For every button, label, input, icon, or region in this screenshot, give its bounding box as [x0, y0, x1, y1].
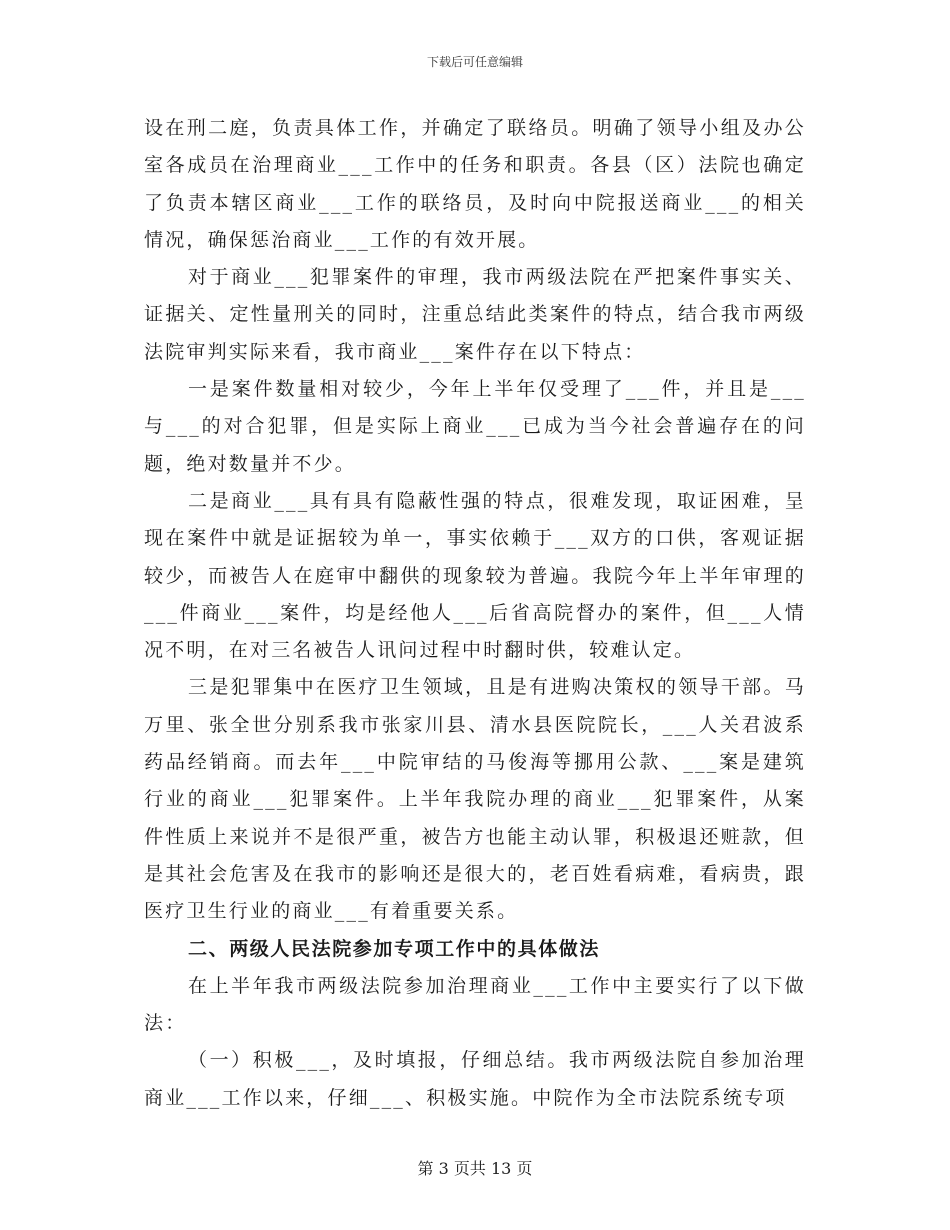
paragraph-point-one: 一是案件数量相对较少，今年上半年仅受理了___件，并且是___与___的对合犯罪，但是实际上商业___已成为当今社会普遍存在的问题，绝对数量并不少。: [144, 378, 806, 475]
section-heading: 二、两级人民法院参加专项工作中的具体做法: [188, 937, 601, 960]
paragraph-point-two: 二是商业___具有具有隐蔽性强的特点，很难发现，取证困难，呈现在案件中就是证据较为单一，事实依赖于___双方的口供，客观证据较少，而被告人在庭审中翻供的现象较为普遍。我院今年上半年审理的___件商业___案件，均是经他人___后省高院督办的案件，但___人情况不明，在对三名被告人讯问过程中时翻时供，较难认定。: [144, 489, 806, 662]
paragraph-continuation: 设在刑二庭，负责具体工作，并确定了联络员。明确了领导小组及办公室各成员在治理商业___工作中的任务和职责。各县（区）法院也确定了负责本辖区商业___工作的联络员，及时向中院报送商业___的相关情况，确保惩治商业___工作的有效开展。: [144, 117, 806, 251]
page-number: 第 3 页共 13 页: [417, 1159, 533, 1178]
document-body: [144, 110, 806, 1117]
paragraph-point-three: 三是犯罪集中在医疗卫生领域，且是有进购决策权的领导干部。马万里、张全世分别系我市张家川县、清水县医院院长，___人关君波系药品经销商。而去年___中院审结的马俊海等挪用公款、___案是建筑行业的商业___犯罪案件。上半年我院办理的商业___犯罪案件，从案件性质上来说并不是很严重，被告方也能主动认罪，积极退还赃款，但是其社会危害及在我市的影响还是很大的，老百姓看病难，看病贵，跟医疗卫生行业的商业___有着重要关系。: [144, 676, 806, 923]
paragraph-case-review: 对于商业___犯罪案件的审理，我市两级法院在严把案件事实关、证据关、定性量刑关的同时，注重总结此类案件的特点，结合我市两级法院审判实际来看，我市商业___案件存在以下特点：: [144, 266, 806, 363]
paragraph-practices-intro: 在上半年我市两级法院参加治理商业___工作中主要实行了以下做法：: [144, 974, 806, 1035]
paragraph-practice-one: （一）积极___，及时填报，仔细总结。我市两级法院自参加治理商业___工作以来，仔细___、积极实施。中院作为全市法院系统专项: [144, 1049, 806, 1109]
download-note: 下载后可任意编辑: [426, 55, 523, 69]
